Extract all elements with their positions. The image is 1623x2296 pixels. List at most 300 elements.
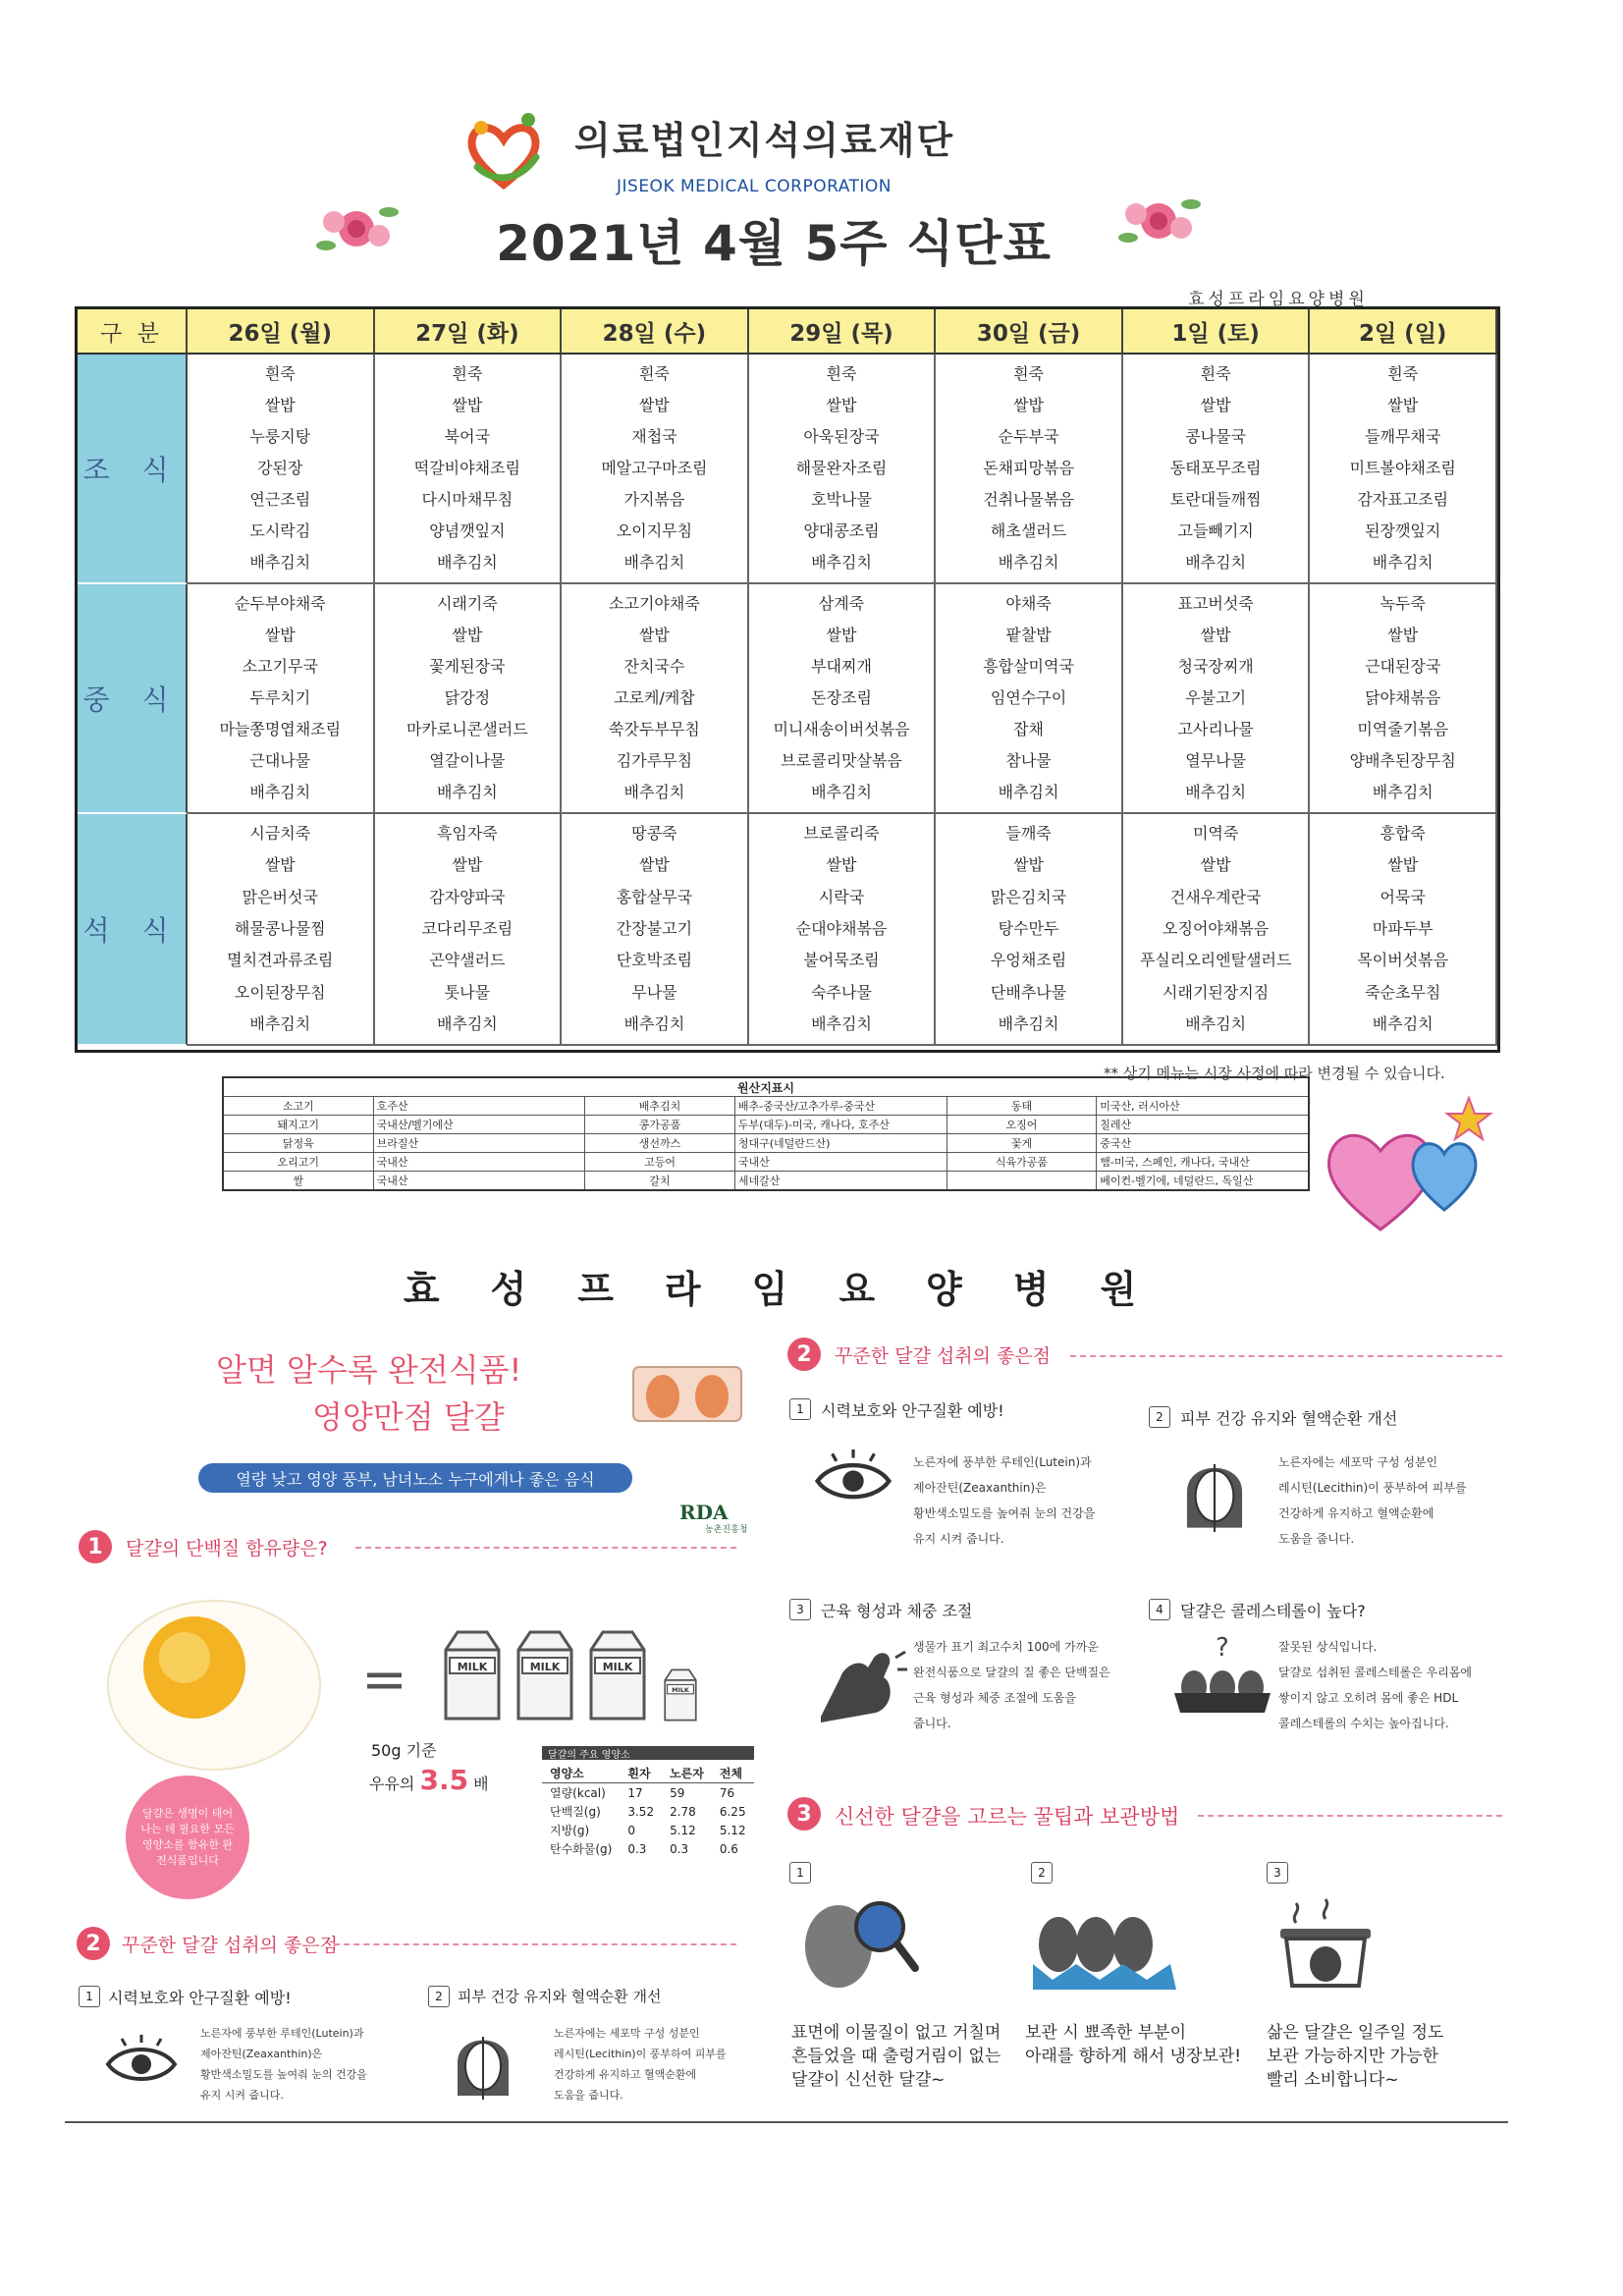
text-line: 흔들었을 때 출렁거림이 없는 bbox=[791, 2047, 1001, 2066]
text-line: 노른자에는 세포막 구성 성분인 bbox=[1278, 1455, 1438, 1469]
text-line: 쌓이지 않고 오히려 몸에 좋은 HDL bbox=[1278, 1691, 1459, 1705]
comparison-basis: 50g 기준 bbox=[371, 1741, 437, 1760]
text-line: 달걀이 신선한 달걀~ bbox=[791, 2070, 946, 2090]
origin-country: 세네갈산 bbox=[734, 1172, 947, 1191]
text-line: 근육 형성과 체중 조절에 도움을 bbox=[913, 1691, 1076, 1705]
flower-decoration-icon bbox=[312, 194, 401, 263]
menu-item: 흰죽 bbox=[452, 364, 483, 383]
menu-item: 김가루무침 bbox=[616, 751, 693, 770]
flower-decoration-icon bbox=[1114, 187, 1203, 255]
menu-item: 표고버섯죽 bbox=[1177, 594, 1254, 613]
origin-country: 국내산 bbox=[734, 1153, 947, 1172]
item-number-badge: 3 bbox=[789, 1599, 811, 1620]
menu-item: 연근조림 bbox=[249, 490, 311, 509]
menu-cell bbox=[1310, 814, 1497, 1046]
text-line: 황반색소밀도를 높여줘 눈의 건강을 bbox=[200, 2068, 367, 2081]
menu-item: 임연수구이 bbox=[990, 688, 1067, 707]
origin-item: 동태 bbox=[947, 1097, 1097, 1116]
menu-item: 쌀밥 bbox=[1200, 396, 1231, 414]
menu-item: 흰죽 bbox=[264, 364, 296, 383]
right-item-3-title: 근육 형성과 체중 조절 bbox=[821, 1602, 973, 1620]
menu-item: 흰죽 bbox=[1200, 364, 1231, 383]
right-item-1-title: 시력보호와 안구질환 예방! bbox=[821, 1401, 1004, 1420]
nutrition-cell: 5.12 bbox=[670, 1823, 696, 1837]
menu-item: 닭야채볶음 bbox=[1365, 688, 1441, 707]
menu-item: 쌀밥 bbox=[452, 855, 483, 875]
page-bottom-rule bbox=[65, 2121, 1508, 2123]
menu-item: 쌀밥 bbox=[1387, 626, 1419, 644]
milk-comparison bbox=[369, 1764, 489, 1796]
menu-item: 다시마채무침 bbox=[421, 490, 514, 509]
menu-item: 우불고기 bbox=[1185, 688, 1247, 707]
text-line: 제아잔틴(Zeaxanthin)은 bbox=[913, 1481, 1047, 1495]
milk-label: MILK bbox=[457, 1661, 488, 1673]
menu-item: 배추김치 bbox=[249, 553, 311, 572]
menu-item: 강된장 bbox=[257, 459, 303, 477]
comparison-suffix: 배 bbox=[473, 1775, 489, 1793]
menu-item: 배추김치 bbox=[811, 1013, 872, 1033]
eggs-in-fridge-icon bbox=[1031, 1911, 1178, 1990]
menu-item: 흥합살미역국 bbox=[983, 657, 1074, 676]
menu-item: 단배추나물 bbox=[990, 982, 1067, 1002]
text-line: 노른자에 풍부한 루테인(Lutein)과 bbox=[200, 2027, 364, 2040]
tip-1-text bbox=[791, 2021, 1001, 2092]
milk-cartons bbox=[440, 1628, 734, 1736]
nutrition-cell: 59 bbox=[670, 1785, 685, 1800]
menu-item: 아욱된장국 bbox=[803, 427, 880, 446]
comparison-prefix: 우유의 bbox=[369, 1775, 415, 1793]
menu-item: 배추김치 bbox=[436, 553, 498, 572]
meal-label: 석 식 bbox=[78, 814, 188, 1046]
menu-item: 북어국 bbox=[444, 427, 491, 446]
section-number-badge: 2 bbox=[77, 1927, 110, 1960]
left-item-1-text bbox=[200, 2023, 367, 2105]
nutrition-cell: 열량(kcal) bbox=[550, 1786, 606, 1800]
menu-item: 쑥갓두부무침 bbox=[609, 720, 700, 738]
menu-cell bbox=[1123, 584, 1311, 814]
menu-item: 쌀밥 bbox=[1200, 855, 1231, 875]
right-item-1-text bbox=[913, 1449, 1095, 1552]
origin-country: 청대구(네덜란드산) bbox=[734, 1134, 947, 1153]
section-2-title-left: 꾸준한 달걀 섭취의 좋은점 bbox=[122, 1935, 339, 1956]
menu-item: 소고기야채죽 bbox=[609, 594, 700, 613]
origin-country: 베이컨-벨기에, 네덜란드, 독일산 bbox=[1097, 1172, 1309, 1191]
origin-item: 꽃게 bbox=[947, 1134, 1097, 1153]
menu-item: 쌀밥 bbox=[1387, 855, 1419, 875]
menu-item: 쌀밥 bbox=[264, 855, 296, 875]
menu-item: 배추김치 bbox=[436, 783, 498, 801]
origin-country: 국내산/벨기에산 bbox=[373, 1116, 585, 1134]
nutrition-cell: 3.52 bbox=[627, 1804, 655, 1819]
menu-item: 시래기된장지짐 bbox=[1163, 982, 1270, 1002]
origin-item: 돼지고기 bbox=[223, 1116, 373, 1134]
origin-item: 오징어 bbox=[947, 1116, 1097, 1134]
nutrition-row bbox=[542, 1802, 754, 1821]
menu-change-note: ** 상기 메뉴는 시장 사정에 따라 변경될 수 있습니다. bbox=[1104, 1065, 1445, 1082]
menu-item: 멸치견과류조림 bbox=[227, 951, 334, 970]
menu-cell bbox=[562, 584, 749, 814]
menu-item: 부대찌개 bbox=[811, 657, 872, 676]
organization-name-en: JISEOK MEDICAL CORPORATION bbox=[617, 177, 893, 196]
menu-item: 순두부야채죽 bbox=[234, 594, 326, 613]
menu-item: 시락국 bbox=[818, 887, 865, 906]
origin-item bbox=[947, 1172, 1097, 1191]
text-line: 달걀로 섭취된 콜레스테롤은 우리몸에 bbox=[1278, 1666, 1472, 1679]
menu-item: 배추김치 bbox=[623, 553, 685, 572]
menu-item: 배추김치 bbox=[998, 553, 1059, 572]
menu-item: 떡갈비야채조림 bbox=[413, 459, 520, 477]
nutrition-cell: 5.12 bbox=[719, 1823, 746, 1837]
menu-item: 불어묵조림 bbox=[803, 951, 880, 970]
menu-item: 마늘쫑명엽채조림 bbox=[219, 720, 342, 738]
day-header: 27일 (화) bbox=[375, 309, 563, 355]
menu-item: 양념깻잎지 bbox=[429, 521, 506, 540]
menu-item: 돈채피망볶음 bbox=[983, 459, 1074, 477]
day-header: 1일 (토) bbox=[1123, 309, 1311, 355]
equals-sign: = bbox=[361, 1648, 407, 1712]
menu-item: 맑은버섯국 bbox=[242, 887, 318, 906]
right-item-2-title: 피부 건강 유지와 혈액순환 개선 bbox=[1180, 1409, 1398, 1428]
menu-item: 건새우계란국 bbox=[1169, 887, 1262, 906]
text-line: 건강하게 유지하고 혈액순환에 bbox=[1278, 1506, 1434, 1520]
text-line: 도움을 줍니다. bbox=[1278, 1532, 1355, 1546]
tip-number-badge: 2 bbox=[1031, 1862, 1053, 1884]
menu-item: 배추김치 bbox=[623, 1013, 685, 1033]
origin-item: 배추김치 bbox=[585, 1097, 735, 1116]
tip-2-text bbox=[1025, 2021, 1241, 2068]
menu-item: 미트볼야채조림 bbox=[1349, 459, 1456, 477]
menu-item: 된장깻잎지 bbox=[1365, 521, 1441, 540]
nutrition-cell: 탄수화물(g) bbox=[550, 1842, 613, 1856]
menu-item: 열갈이나물 bbox=[429, 751, 506, 770]
headline-line-2: 영양만점 달걀 bbox=[312, 1398, 505, 1436]
section-number-badge: 3 bbox=[787, 1797, 821, 1831]
menu-item: 녹두죽 bbox=[1380, 594, 1426, 613]
menu-item: 목이버섯볶음 bbox=[1357, 951, 1449, 970]
menu-item: 동태포무조림 bbox=[1169, 459, 1262, 477]
left-item-2-title: 피부 건강 유지와 혈액순환 개선 bbox=[458, 1988, 662, 2005]
face-icon bbox=[446, 2023, 520, 2102]
menu-item: 감자양파국 bbox=[429, 887, 506, 906]
menu-item: 맑은김치국 bbox=[990, 887, 1067, 906]
origin-row bbox=[223, 1172, 1309, 1191]
tip-3-text bbox=[1267, 2021, 1443, 2092]
menu-item: 시래기죽 bbox=[436, 594, 498, 613]
menu-item: 배추김치 bbox=[1372, 1013, 1434, 1033]
nutrition-cell: 0.3 bbox=[627, 1841, 647, 1856]
heart-decoration-icon bbox=[1322, 1092, 1498, 1239]
nutrition-row bbox=[542, 1783, 754, 1803]
origin-country: 햄-미국, 스페인, 캐나다, 국내산 bbox=[1097, 1153, 1309, 1172]
section-divider bbox=[355, 1547, 736, 1549]
day-header: 28일 (수) bbox=[562, 309, 749, 355]
menu-item: 오이된장무침 bbox=[234, 982, 326, 1002]
origin-item: 식육가공품 bbox=[947, 1153, 1097, 1172]
menu-cell bbox=[1310, 584, 1497, 814]
text-line: 노른자에 풍부한 루테인(Lutein)과 bbox=[913, 1455, 1092, 1469]
day-header: 29일 (목) bbox=[749, 309, 937, 355]
egg-tray-question-icon bbox=[1170, 1632, 1274, 1721]
menu-item: 탕수만두 bbox=[998, 918, 1059, 938]
menu-item: 톳나물 bbox=[444, 982, 491, 1002]
text-line: 아래를 향하게 해서 냉장보관! bbox=[1025, 2047, 1242, 2066]
menu-cell bbox=[188, 584, 375, 814]
menu-cell bbox=[1123, 814, 1311, 1046]
nutrition-row bbox=[542, 1839, 754, 1858]
menu-item: 흰죽 bbox=[1013, 364, 1045, 383]
menu-item: 브로콜리죽 bbox=[803, 824, 880, 844]
menu-item: 건취나물볶음 bbox=[983, 490, 1074, 509]
menu-item: 마카로니콘샐러드 bbox=[406, 720, 528, 738]
text-line: 생물가 표기 최고수치 100에 가까운 bbox=[913, 1640, 1099, 1654]
day-header: 30일 (금) bbox=[936, 309, 1123, 355]
menu-item: 두루치기 bbox=[249, 688, 311, 707]
section-divider bbox=[1070, 1355, 1502, 1357]
menu-item: 쌀밥 bbox=[264, 396, 296, 414]
day-header: 2일 (일) bbox=[1310, 309, 1497, 355]
info-banner: 열량 낮고 영양 풍부, 남녀노소 누구에게나 좋은 음식 bbox=[198, 1463, 632, 1493]
section-1-title: 달걀의 단백질 함유량은? bbox=[126, 1538, 328, 1559]
menu-cell bbox=[749, 355, 937, 584]
menu-item: 고사리나물 bbox=[1177, 720, 1254, 738]
menu-item: 홍합살무국 bbox=[616, 887, 693, 906]
nutrition-column-header: 영양소 bbox=[542, 1764, 620, 1783]
menu-item: 참나물 bbox=[1005, 751, 1052, 770]
menu-item: 닭강정 bbox=[444, 688, 491, 707]
origin-item: 닭정육 bbox=[223, 1134, 373, 1153]
text-line: 보관 가능하지만 가능한 bbox=[1267, 2047, 1439, 2066]
menu-cell bbox=[188, 814, 375, 1046]
origin-country: 국내산 bbox=[373, 1153, 585, 1172]
menu-item: 해물콩나물찜 bbox=[234, 918, 326, 938]
day-header: 26일 (월) bbox=[188, 309, 375, 355]
menu-item: 간장불고기 bbox=[616, 918, 693, 938]
menu-item: 고로케/케찹 bbox=[614, 688, 695, 707]
nutrition-column-header: 노른자 bbox=[662, 1764, 712, 1783]
text-line: 삶은 달걀은 일주일 정도 bbox=[1267, 2023, 1444, 2043]
item-number-badge: 1 bbox=[79, 1986, 100, 2007]
item-number-badge: 4 bbox=[1149, 1599, 1170, 1620]
menu-cell bbox=[749, 814, 937, 1046]
menu-item: 코다리무조림 bbox=[421, 918, 514, 938]
menu-item: 쌀밥 bbox=[452, 626, 483, 644]
organization-name-kr: 의료법인지석의료재단 bbox=[574, 119, 955, 162]
text-line: 레시틴(Lecithin)이 풍부하여 피부를 bbox=[1278, 1481, 1467, 1495]
milk-carton-icon bbox=[440, 1628, 505, 1722]
menu-item: 잡채 bbox=[1013, 720, 1045, 738]
milk-label: MILK bbox=[602, 1661, 633, 1673]
menu-item: 쌀밥 bbox=[826, 855, 857, 875]
menu-item: 근대된장국 bbox=[1365, 657, 1441, 676]
menu-item: 배추김치 bbox=[436, 1013, 498, 1033]
menu-item: 토란대들깨찜 bbox=[1169, 490, 1262, 509]
menu-cell bbox=[1123, 355, 1311, 584]
menu-item: 양대콩조림 bbox=[803, 521, 880, 540]
milk-label: MILK bbox=[672, 1686, 689, 1695]
menu-item: 순대야채볶음 bbox=[795, 918, 888, 938]
menu-item: 고들빼기지 bbox=[1177, 521, 1254, 540]
menu-item: 마파두부 bbox=[1372, 918, 1434, 938]
item-number-badge: 2 bbox=[428, 1986, 450, 2007]
boiling-pot-icon bbox=[1267, 1893, 1384, 1992]
nutrition-table-header: 달걀의 주요 영양소 bbox=[542, 1746, 754, 1760]
origin-country: 두부(대두)-미국, 캐나다, 호주산 bbox=[734, 1116, 947, 1134]
origin-row bbox=[223, 1153, 1309, 1172]
origin-row bbox=[223, 1134, 1309, 1153]
menu-item: 미역죽 bbox=[1192, 824, 1239, 844]
menu-item: 돈장조림 bbox=[811, 688, 872, 707]
milk-carton-icon bbox=[658, 1667, 703, 1722]
origin-country: 배추-중국산/고추가루-중국산 bbox=[734, 1097, 947, 1116]
origin-country: 중국산 bbox=[1097, 1134, 1309, 1153]
text-line: 유지 시켜 줍니다. bbox=[913, 1532, 1004, 1546]
menu-item: 오이지무침 bbox=[616, 521, 693, 540]
menu-cell bbox=[936, 355, 1123, 584]
menu-cell bbox=[936, 584, 1123, 814]
menu-item: 팥찰밥 bbox=[1005, 626, 1052, 644]
nutrition-cell: 지방(g) bbox=[550, 1824, 590, 1837]
nutrition-table bbox=[542, 1764, 754, 1858]
right-item-4-text bbox=[1278, 1634, 1472, 1736]
menu-item: 순두부국 bbox=[998, 427, 1059, 446]
menu-item: 메알고구마조림 bbox=[601, 459, 708, 477]
nutrition-row bbox=[542, 1821, 754, 1839]
menu-cell bbox=[375, 355, 563, 584]
origin-item: 고등어 bbox=[585, 1153, 735, 1172]
corporation-logo-icon bbox=[460, 106, 548, 194]
menu-cell bbox=[562, 814, 749, 1046]
headline-line-1: 알면 알수록 완전식품! bbox=[216, 1351, 522, 1389]
menu-corner-label: 구 분 bbox=[78, 309, 188, 355]
text-line: 건강하게 유지하고 혈액순환에 bbox=[554, 2068, 697, 2081]
rda-logo: RDA bbox=[679, 1501, 729, 1524]
menu-item: 해물완자조림 bbox=[795, 459, 888, 477]
origin-item: 오리고기 bbox=[223, 1153, 373, 1172]
eye-icon bbox=[811, 1449, 895, 1508]
menu-item: 쌀밥 bbox=[264, 626, 296, 644]
nutrition-column-header: 흰자 bbox=[620, 1764, 662, 1783]
hospital-name-large: 효성프라임요양병원 bbox=[403, 1267, 1188, 1311]
section-2-title-right: 꾸준한 달걀 섭취의 좋은점 bbox=[835, 1345, 1052, 1367]
meal-label: 중 식 bbox=[78, 584, 188, 814]
menu-item: 어묵국 bbox=[1380, 887, 1426, 906]
nutrition-cell: 단백질(g) bbox=[550, 1805, 601, 1819]
text-line: 줍니다. bbox=[913, 1717, 951, 1730]
origin-item: 갈치 bbox=[585, 1172, 735, 1191]
menu-item: 땅콩죽 bbox=[631, 824, 677, 844]
origin-table-title: 원산지표시 bbox=[223, 1077, 1309, 1097]
nutrition-cell: 17 bbox=[627, 1785, 643, 1800]
menu-cell bbox=[1310, 355, 1497, 584]
nutrition-cell: 0.3 bbox=[670, 1841, 689, 1856]
menu-item: 쌀밥 bbox=[452, 396, 483, 414]
menu-item: 푸실리오리엔탈샐러드 bbox=[1139, 951, 1292, 970]
menu-cell bbox=[749, 584, 937, 814]
menu-item: 흰죽 bbox=[1387, 364, 1419, 383]
face-icon bbox=[1174, 1448, 1255, 1536]
menu-item: 들깨죽 bbox=[1005, 824, 1052, 844]
text-line: 완전식품으로 달걀의 질 좋은 단백질은 bbox=[913, 1666, 1110, 1679]
milk-label: MILK bbox=[529, 1661, 561, 1673]
menu-item: 들깨무채국 bbox=[1365, 427, 1441, 446]
nutrition-cell: 6.25 bbox=[719, 1804, 746, 1819]
section-3-title: 신선한 달걀을 고르는 꿀팁과 보관방법 bbox=[835, 1805, 1180, 1829]
menu-item: 배추김치 bbox=[998, 783, 1059, 801]
menu-item: 배추김치 bbox=[1185, 553, 1247, 572]
menu-item: 배추김치 bbox=[249, 1013, 311, 1033]
menu-item: 쌀밥 bbox=[1387, 396, 1419, 414]
text-line: 노른자에는 세포막 구성 성분인 bbox=[554, 2027, 700, 2040]
menu-item: 쌀밥 bbox=[638, 396, 670, 414]
right-item-4-title: 달걀은 콜레스테롤이 높다? bbox=[1180, 1602, 1366, 1620]
menu-item: 브로콜리맛살볶음 bbox=[781, 751, 902, 770]
menu-item: 우엉채조림 bbox=[990, 951, 1067, 970]
rda-subtitle: 농촌진흥청 bbox=[705, 1525, 748, 1535]
menu-item: 무나물 bbox=[631, 982, 677, 1002]
origin-country: 국내산 bbox=[373, 1172, 585, 1191]
menu-item: 꽃게된장국 bbox=[429, 657, 506, 676]
section-divider bbox=[334, 1943, 736, 1945]
hospital-name-small: 효성프라임요양병원 bbox=[1188, 290, 1369, 309]
origin-row bbox=[223, 1116, 1309, 1134]
origin-table bbox=[222, 1076, 1310, 1191]
menu-item: 곤약샐러드 bbox=[429, 951, 506, 970]
origin-row bbox=[223, 1097, 1309, 1116]
menu-cell bbox=[936, 814, 1123, 1046]
menu-item: 흥합죽 bbox=[1380, 824, 1426, 844]
menu-item: 배추김치 bbox=[1372, 783, 1434, 801]
menu-item: 흰죽 bbox=[638, 364, 670, 383]
origin-item: 생선까스 bbox=[585, 1134, 735, 1153]
text-line: 황반색소밀도를 높여줘 눈의 건강을 bbox=[913, 1506, 1096, 1520]
tip-number-badge: 3 bbox=[1267, 1862, 1288, 1884]
menu-item: 배추김치 bbox=[623, 783, 685, 801]
text-line: 콜레스테롤의 수치는 높아집니다. bbox=[1278, 1717, 1449, 1730]
menu-item: 열무나물 bbox=[1185, 751, 1247, 770]
menu-item: 오징어야채볶음 bbox=[1163, 918, 1270, 938]
menu-item: 야채죽 bbox=[1005, 594, 1052, 613]
egg-yolk-icon bbox=[106, 1591, 332, 1777]
section-number-badge: 1 bbox=[79, 1530, 112, 1563]
menu-item: 콩나물국 bbox=[1185, 427, 1247, 446]
info-bubble: 달걀은 생명이 태어나는 데 필요한 모든 영양소를 함유한 완전식품입니다 bbox=[126, 1776, 249, 1899]
menu-item: 도시락김 bbox=[249, 521, 311, 540]
menu-item: 배추김치 bbox=[1185, 783, 1247, 801]
section-divider bbox=[1198, 1815, 1502, 1817]
page-title: 2021년 4월 5주 식단표 bbox=[496, 215, 1052, 272]
milk-carton-icon bbox=[513, 1628, 577, 1722]
egg-magnifier-icon bbox=[793, 1891, 921, 1990]
text-line: 잘못된 상식입니다. bbox=[1278, 1640, 1378, 1654]
menu-item: 가지볶음 bbox=[623, 490, 685, 509]
menu-cell bbox=[375, 814, 563, 1046]
nutrition-column-header: 전체 bbox=[712, 1764, 754, 1783]
menu-item: 단호박조림 bbox=[616, 951, 693, 970]
left-item-1-title: 시력보호와 안구질환 예방! bbox=[108, 1989, 292, 2007]
text-line: 도움을 줍니다. bbox=[554, 2089, 623, 2102]
menu-item: 삼계죽 bbox=[818, 594, 865, 613]
text-line: 보관 시 뾰족한 부분이 bbox=[1025, 2023, 1187, 2043]
item-number-badge: 1 bbox=[789, 1398, 811, 1420]
menu-item: 쌀밥 bbox=[1200, 626, 1231, 644]
menu-table bbox=[75, 306, 1500, 1053]
text-line: 표면에 이물질이 없고 거칠며 bbox=[791, 2023, 1001, 2043]
origin-country: 미국산, 러시아산 bbox=[1097, 1097, 1309, 1116]
menu-item: 흑임자죽 bbox=[436, 824, 498, 844]
left-item-2-text bbox=[554, 2023, 727, 2105]
text-line: 빨리 소비합니다~ bbox=[1267, 2070, 1399, 2090]
origin-country: 호주산 bbox=[373, 1097, 585, 1116]
